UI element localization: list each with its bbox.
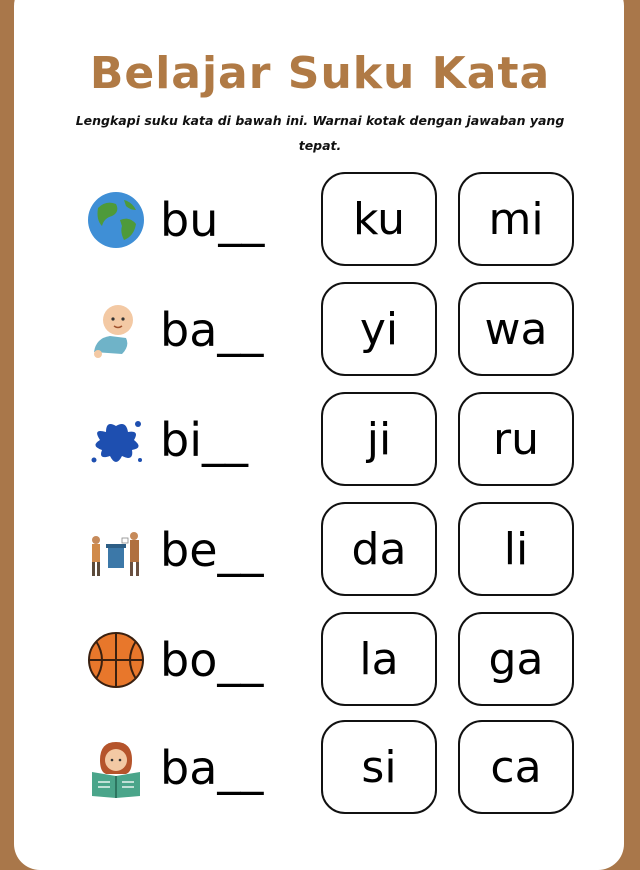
exercise-row [0,502,640,598]
exercise-row [0,172,640,268]
answer-option-box[interactable]: li [458,502,574,596]
syllable-word: ba__ [160,303,264,357]
answer-option-box[interactable]: ga [458,612,574,706]
earth-globe-icon [86,190,146,250]
answer-option-box[interactable]: ji [321,392,437,486]
answer-option-box[interactable]: si [321,720,437,814]
basketball-icon [86,630,146,690]
answer-option-box[interactable]: da [321,502,437,596]
girl-reading-book-icon [86,738,146,798]
answer-option-box[interactable]: mi [458,172,574,266]
syllable-word: be__ [160,523,264,577]
baby-crawling-icon [86,300,146,360]
answer-option-box[interactable]: la [321,612,437,706]
answer-option-box[interactable]: wa [458,282,574,376]
ink-splash-icon [86,410,146,470]
syllable-word: bu__ [160,193,265,247]
exercise-row [0,612,640,708]
syllable-word: bi__ [160,413,248,467]
answer-option-box[interactable]: ku [321,172,437,266]
answer-option-box[interactable]: yi [321,282,437,376]
exercise-row [0,392,640,488]
instruction-text: Lengkapi suku kata di bawah ini. Warnai kotak dengan jawaban yang tepat. [75,113,565,153]
syllable-word: ba__ [160,741,264,795]
answer-option-box[interactable]: ru [458,392,574,486]
people-voting-icon [86,520,146,580]
syllable-word: bo__ [160,633,264,687]
exercise-row [0,282,640,378]
answer-option-box[interactable]: ca [458,720,574,814]
worksheet-title: Belajar Suku Kata [89,48,551,99]
exercise-row [0,720,640,816]
